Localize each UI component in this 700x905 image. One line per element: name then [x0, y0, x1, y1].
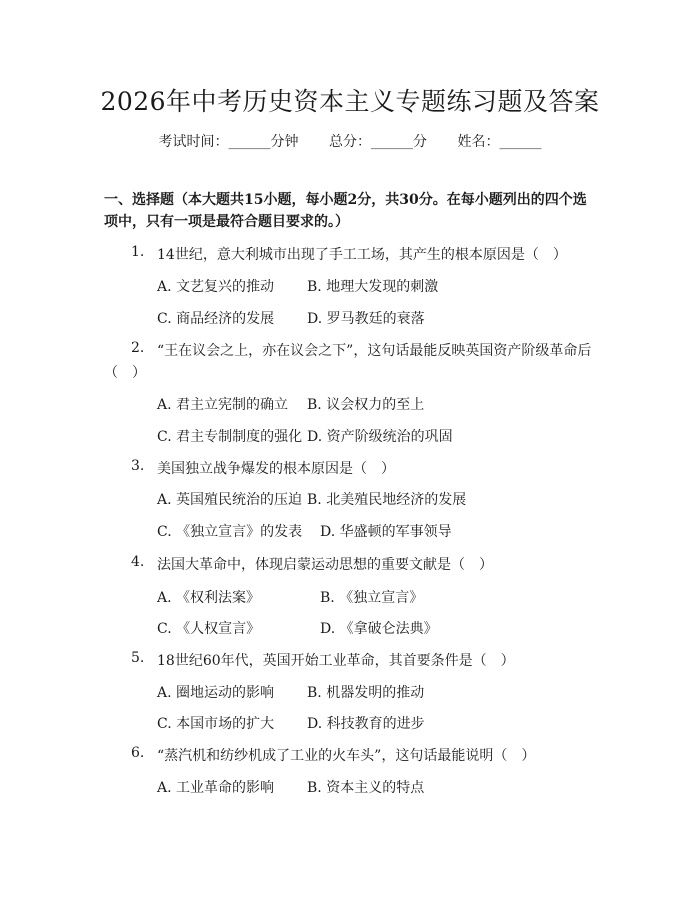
section-heading-line-1: 一、选择题（本大题共15小题，每小题2分，共30分。在每小题列出的四个选 — [104, 192, 587, 208]
question-text: 法国大革命中，体现启蒙运动思想的重要文献是（ ） — [157, 557, 493, 573]
question-number: 3. — [131, 458, 145, 474]
option-a: A. 文艺复兴的推动 — [157, 279, 275, 295]
total-score-field: 总分：______分 — [329, 134, 427, 150]
question-text: 14世纪，意大利城市出现了手工工场，其产生的根本原因是（ ） — [157, 247, 567, 263]
question-number: 4. — [131, 554, 145, 570]
option-d: D. 科技教育的进步 — [307, 716, 425, 732]
option-d: D. 《拿破仑法典》 — [320, 621, 438, 637]
option-a: A. 君主立宪制的确立 — [157, 397, 289, 413]
section-heading — [104, 189, 604, 233]
option-a: A. 《权利法案》 — [157, 590, 261, 606]
option-c: C. 本国市场的扩大 — [157, 716, 275, 732]
option-b: B. 北美殖民地经济的发展 — [307, 492, 467, 508]
option-b: B. 机器发明的推动 — [307, 685, 425, 701]
question-text: 美国独立战争爆发的根本原因是（ ） — [157, 461, 395, 477]
option-c: C. 君主专制制度的强化 — [157, 429, 303, 445]
exam-time-field: 考试时间：______分钟 — [158, 134, 299, 150]
section-heading-line-2: 项中，只有一项是最符合题目要求的。） — [104, 214, 349, 230]
option-b: B. 地理大发现的刺激 — [307, 279, 439, 295]
question-number: 1. — [131, 244, 145, 260]
option-b: B. 资本主义的特点 — [307, 780, 425, 796]
question-number: 5. — [131, 650, 145, 666]
question-text: “蒸汽机和纺纱机成了工业的火车头”，这句话最能说明（ ） — [157, 748, 536, 764]
option-c: C. 商品经济的发展 — [157, 311, 275, 327]
option-d: D. 罗马教廷的衰落 — [307, 311, 425, 327]
option-a: A. 工业革命的影响 — [157, 780, 275, 796]
question-text-continued: （ ） — [104, 365, 146, 381]
question-number: 6. — [131, 745, 145, 761]
student-name-field: 姓名：______ — [457, 134, 542, 150]
option-b: B. 议会权力的至上 — [307, 397, 425, 413]
option-c: C. 《人权宣言》 — [157, 621, 261, 637]
question-number: 2. — [131, 340, 145, 356]
exam-meta-line — [0, 131, 700, 151]
option-a: A. 圈地运动的影响 — [157, 685, 275, 701]
page-title: 2026年中考历史资本主义专题练习题及答案 — [100, 87, 600, 116]
option-d: D. 华盛顿的军事领导 — [320, 524, 452, 540]
option-d: D. 资产阶级统治的巩固 — [307, 429, 453, 445]
option-c: C. 《独立宣言》的发表 — [157, 524, 303, 540]
option-a: A. 英国殖民统治的压迫 — [157, 492, 303, 508]
option-b: B. 《独立宣言》 — [320, 590, 424, 606]
question-text: 18世纪60年代，英国开始工业革命，其首要条件是（ ） — [157, 653, 515, 669]
question-text: “王在议会之上，亦在议会之下”，这句话最能反映英国资产阶级革命后 — [157, 343, 592, 359]
